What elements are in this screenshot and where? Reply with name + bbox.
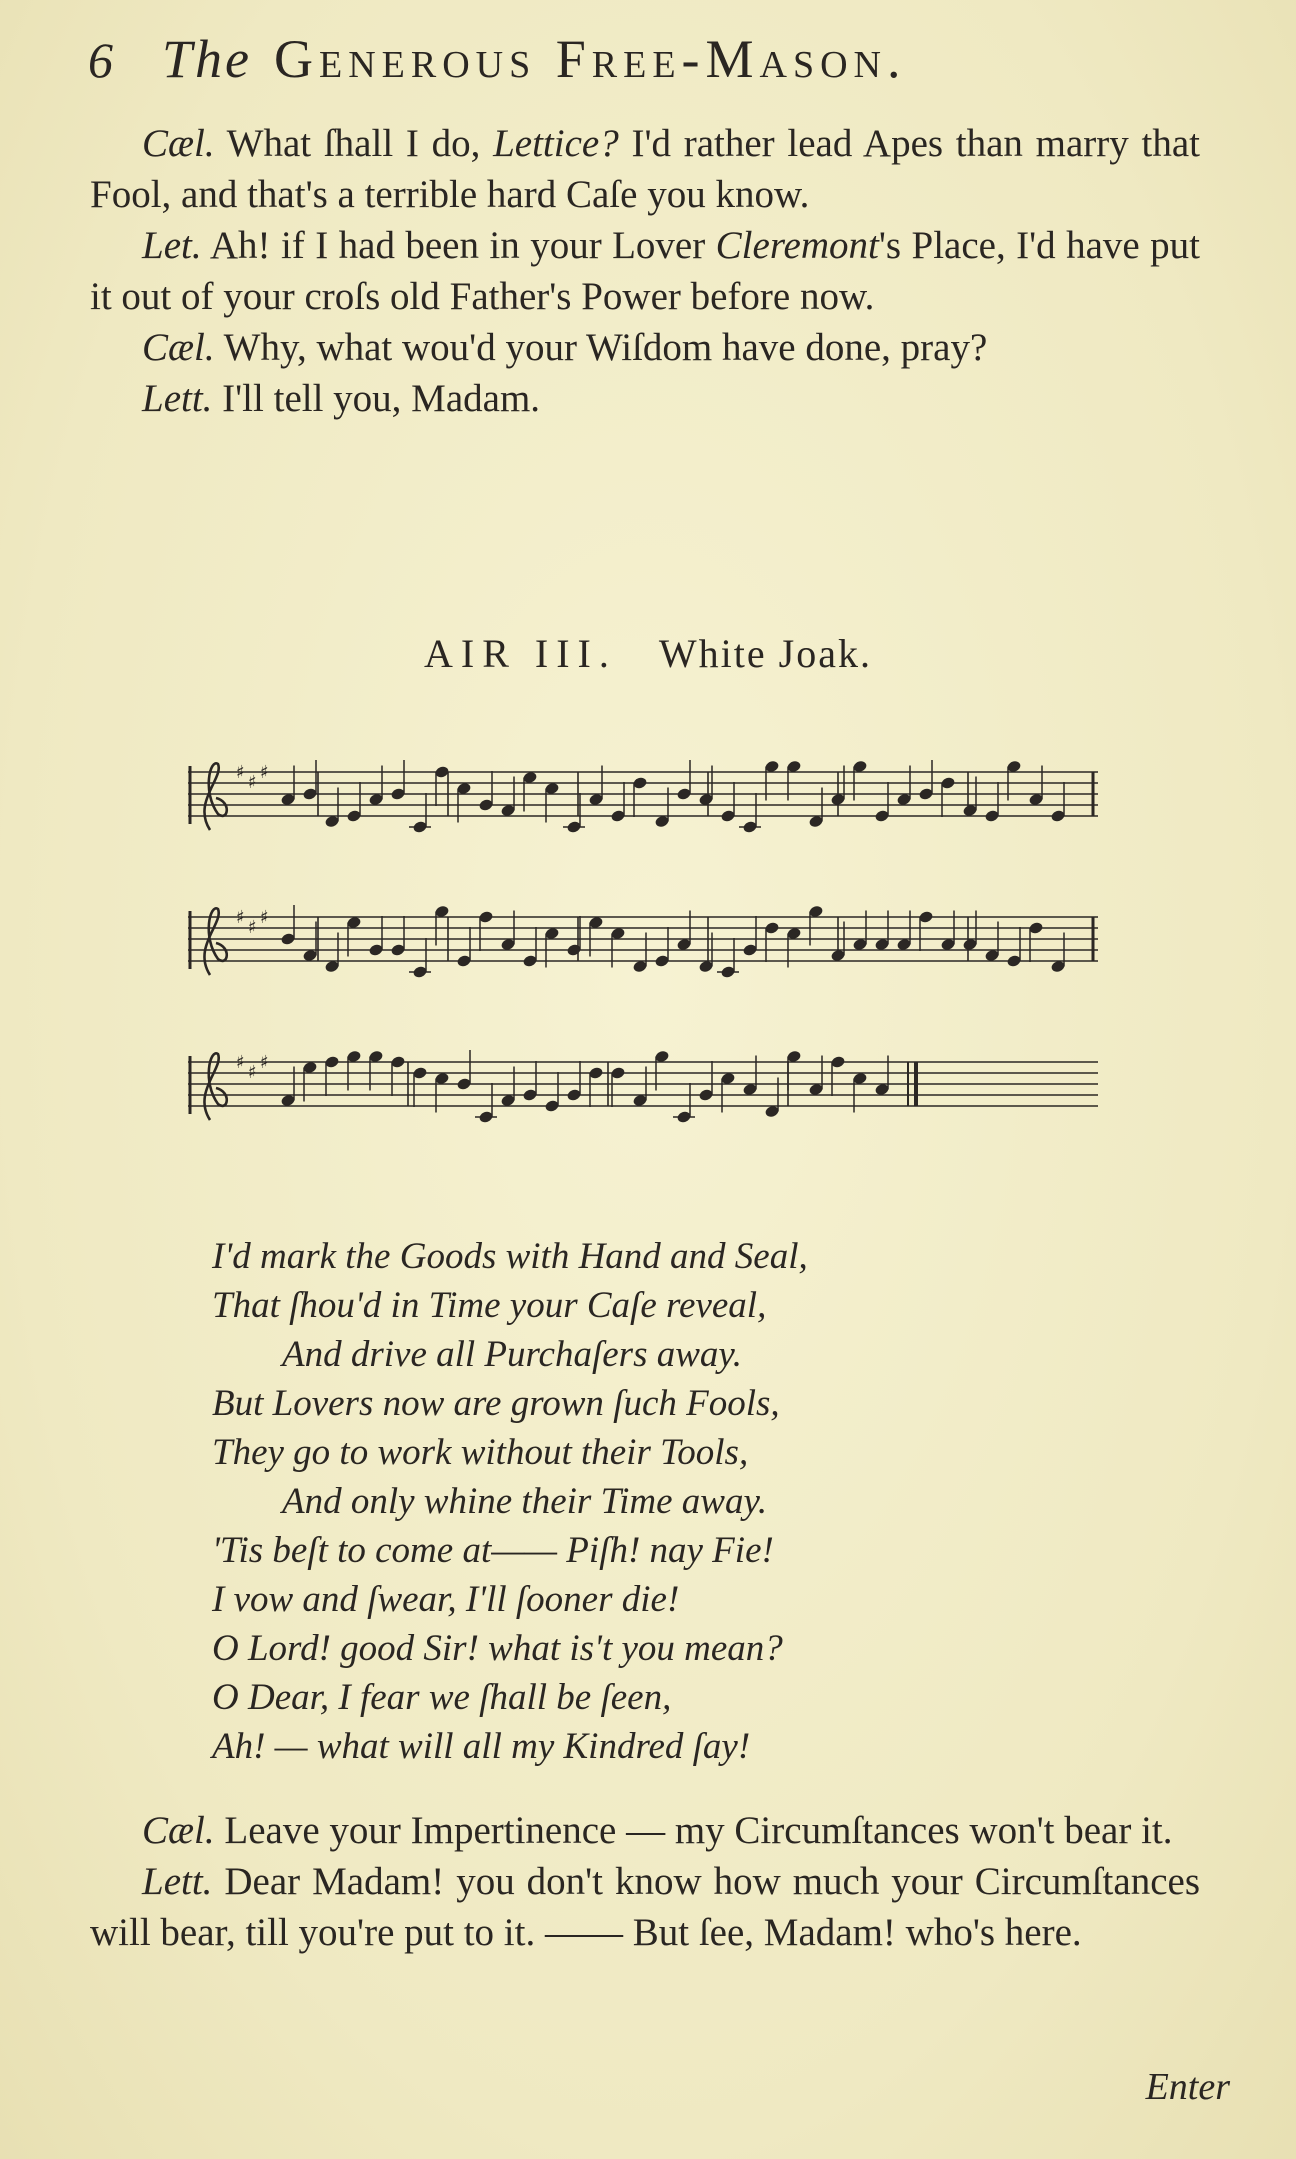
svg-text:♯: ♯ [260,1052,269,1073]
svg-text:♯: ♯ [248,772,257,793]
verse-line: Ah! — what will all my Kindred ſay! [212,1726,751,1767]
svg-text:♯: ♯ [260,907,269,928]
verse-line: And drive all Purchaſers away. [282,1334,743,1375]
speaker-name: Lett. [142,1860,213,1903]
dialogue-line: Let. Ah! if I had been in your Lover Cleremont's Place, I'd have put it out of your croſs old Father's Power before now. [90,224,1200,318]
dialogue-line: Lett. Dear Madam! you don't know how much your Circumſtances will bear, till you're put to it. —— But ſee, Madam! who's here. [90,1860,1201,1954]
verse-line: I'd mark the Goods with Hand and Seal, [212,1236,808,1277]
speaker-name: Let. [142,224,202,267]
verse-line: But Lovers now are grown ſuch Fools, [212,1383,780,1424]
dialogue-line: Lett. I'll tell you, Madam. [142,377,541,420]
dialogue-line: Cæl. What ſhall I do, Lettice? I'd rather lead Apes than marry that Fool, and that's a terrible hard Caſe you know. [90,122,1200,216]
header-article: The [162,29,252,89]
dialogue-line: Cæl. Why, what wou'd your Wiſdom have done, pray? [142,326,988,369]
air-heading [0,630,1296,677]
verse-line: 'Tis beſt to come at—— Piſh! nay Fie! [212,1530,774,1571]
dialogue-line: Cæl. Leave your Impertinence — my Circumſtances won't bear it. [142,1809,1173,1852]
verse-line: O Lord! good Sir! what is't you mean? [212,1628,783,1669]
svg-text:♯: ♯ [248,1062,257,1083]
speaker-name: Cæl. [142,326,215,369]
dialogue-top [90,118,1200,424]
svg-text:♯: ♯ [260,762,269,783]
verse-line: And only whine their Time away. [282,1481,768,1522]
music-score [188,742,1108,1182]
page-number: 6 [88,32,116,88]
speaker-name: Cæl. [142,122,215,165]
header-title: Generous Free-Mason. [274,29,907,89]
speaker-name: Lett. [142,377,213,420]
verse-line: I vow and ſwear, I'll ſooner die! [212,1579,680,1620]
song-verse [212,1232,808,1771]
svg-text:♯: ♯ [236,907,245,928]
verse-line: They go to work without their Tools, [212,1432,749,1473]
running-header [88,28,907,90]
catchword: Enter [1145,2066,1230,2108]
dialogue-bottom [90,1805,1200,1958]
air-title: AIR III. [424,631,617,676]
speaker-name: Cæl. [142,1809,215,1852]
verse-line: O Dear, I fear we ſhall be ſeen, [212,1677,672,1718]
svg-text:♯: ♯ [236,762,245,783]
verse-line: That ſhou'd in Time your Caſe reveal, [212,1285,767,1326]
svg-text:♯: ♯ [236,1052,245,1073]
svg-text:♯: ♯ [248,917,257,938]
air-tune: White Joak. [658,631,872,676]
